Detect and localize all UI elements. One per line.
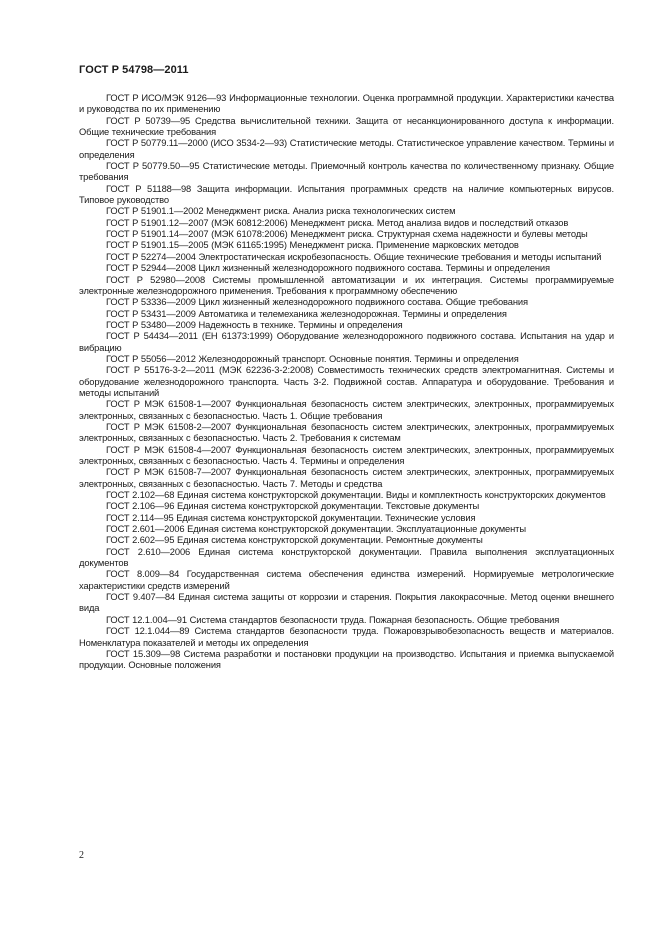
reference-item: ГОСТ 8.009—84 Государственная система обеспечения единства измерений. Нормируемые метрологические характеристики средств измерений	[79, 569, 614, 591]
document-header: ГОСТ Р 54798—2011	[79, 64, 189, 76]
reference-item: ГОСТ 12.1.044—89 Система стандартов безопасности труда. Пожаровзрывобезопасность веществ и материалов. Номенклатура показателей и методы их определения	[79, 626, 614, 648]
reference-item: ГОСТ Р 52944—2008 Цикл жизненный железнодорожного подвижного состава. Термины и определения	[106, 263, 550, 274]
reference-item: ГОСТ Р 53431—2009 Автоматика и телемеханика железнодорожная. Термины и определения	[106, 308, 507, 319]
reference-item: ГОСТ 2.102—68 Единая система конструкторской документации. Виды и комплектность конструкторских документов	[106, 490, 606, 501]
reference-item: ГОСТ Р МЭК 61508-7—2007 Функциональная безопасность систем электрических, электронных, программируемых электронных, связанных с безопасностью. Часть 7. Методы и средства	[79, 467, 614, 489]
reference-item: ГОСТ Р МЭК 61508-2—2007 Функциональная безопасность систем электрических, электронных, программируемых электронных, связанных с безопасностью. Часть 2. Требования к системам	[79, 421, 614, 444]
reference-item: ГОСТ 12.1.004—91 Система стандартов безопасности труда. Пожарная безопасность. Общие требования	[106, 614, 560, 625]
reference-item: ГОСТ Р 51901.12—2007 (МЭК 60812:2006) Менеджмент риска. Метод анализа видов и последствий отказов	[106, 217, 569, 228]
reference-item: ГОСТ 2.602—95 Единая система конструкторской документации. Ремонтные документы	[106, 535, 483, 546]
reference-item: ГОСТ 15.309—98 Система разработки и постановки продукции на производство. Испытания и приемка выпускаемой продукции. Основные положения	[79, 648, 614, 671]
reference-item: ГОСТ 2.610—2006 Единая система конструкторской документации. Правила выполнения эксплуатационных документов	[79, 546, 614, 569]
reference-item: ГОСТ Р 51901.1—2002 Менеджмент риска. Анализ риска технологических систем	[106, 206, 456, 217]
page-number: 2	[79, 850, 84, 861]
reference-item: ГОСТ Р 52980—2008 Системы промышленной автоматизации и их интеграция. Системы программируемые электронные железнодорожного применения. Требования к программному обеспечению	[79, 274, 614, 296]
reference-item: ГОСТ Р 51188—98 Защита информации. Испытания программных средств на наличие компьютерных вирусов. Типовое руководство	[79, 183, 614, 206]
reference-item: ГОСТ Р 53480—2009 Надежность в технике. Термины и определения	[106, 319, 403, 330]
reference-item: ГОСТ Р 53336—2009 Цикл жизненный железнодорожного подвижного состава. Общие требования	[106, 297, 528, 308]
reference-item: ГОСТ 2.106—96 Единая система конструкторской документации. Текстовые документы	[106, 501, 480, 512]
reference-item: ГОСТ Р 51901.14—2007 (МЭК 61078:2006) Менеджмент риска. Структурная схема надежности и булевы методы	[106, 229, 588, 240]
reference-item: ГОСТ Р ИСО/МЭК 9126—93 Информационные технологии. Оценка программной продукции. Характеристики качества и руководства по их применению	[79, 93, 614, 115]
reference-item: ГОСТ Р 50739—95 Средства вычислительной техники. Защита от несанкционированного доступа к информации. Общие технические требования	[79, 115, 614, 138]
reference-item: ГОСТ 9.407—84 Единая система защиты от коррозии и старения. Покрытия лакокрасочные. Метод оценки внешнего вида	[79, 592, 614, 614]
reference-item: ГОСТ Р 52274—2004 Электростатическая искробезопасность. Общие технические требования и методы испытаний	[106, 251, 602, 262]
reference-item: ГОСТ Р 54434—2011 (ЕН 61373:1999) Оборудование железнодорожного подвижного состава. Испытания на удар и вибрацию	[79, 331, 614, 353]
reference-item: ГОСТ Р МЭК 61508-4—2007 Функциональная безопасность систем электрических, электронных, программируемых электронных, связанных с безопасностью. Часть 4. Термины и определения	[79, 444, 614, 466]
reference-item: ГОСТ Р МЭК 61508-1—2007 Функциональная безопасность систем электрических, электронных, программируемых электронных, связанных с безопасностью. Часть 1. Общие требования	[79, 399, 614, 421]
reference-item: ГОСТ Р 55056—2012 Железнодорожный транспорт. Основные понятия. Термины и определения	[106, 353, 519, 364]
reference-item: ГОСТ 2.601—2006 Единая система конструкторской документации. Эксплуатационные документы	[106, 524, 526, 535]
reference-item: ГОСТ Р 51901.15—2005 (МЭК 61165:1995) Менеджмент риска. Применение марковских методов	[106, 240, 519, 251]
reference-item: ГОСТ Р 50779.11—2000 (ИСО 3534-2—93) Статистические методы. Статистическое управление качеством. Термины и определения	[79, 138, 614, 160]
reference-item: ГОСТ 2.114—95 Единая система конструкторской документации. Технические условия	[106, 512, 476, 523]
reference-item: ГОСТ Р 55176-3-2—2011 (МЭК 62236-3-2:2008) Совместимость технических средств электромагнитная. Системы и оборудование железнодорожного транспорта. Часть 3-2. Подвижной состав. Аппаратура и оборудование. Требования и методы испытаний	[79, 365, 614, 398]
normative-references-list	[79, 93, 614, 672]
reference-item: ГОСТ Р 50779.50—95 Статистические методы. Приемочный контроль качества по количественному признаку. Общие требования	[79, 161, 614, 183]
